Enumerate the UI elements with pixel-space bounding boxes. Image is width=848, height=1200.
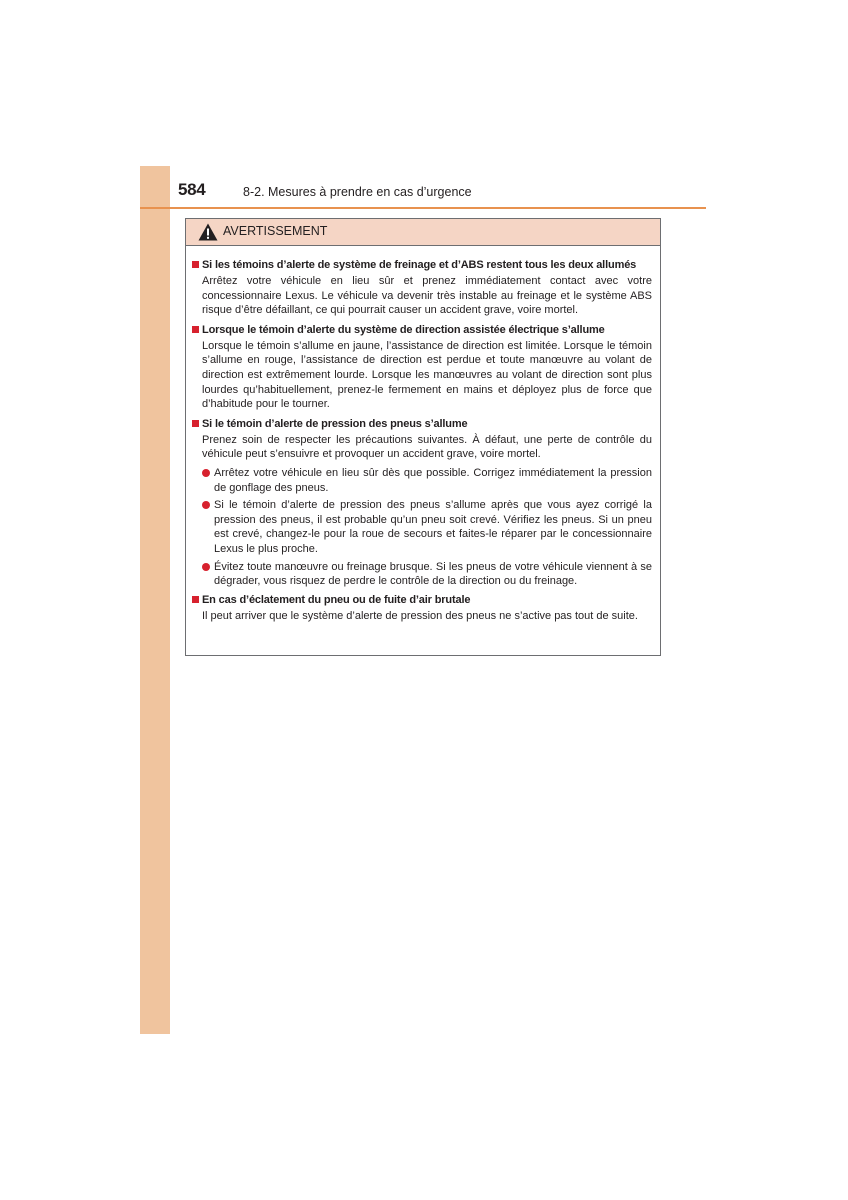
- page-header: [140, 166, 706, 209]
- item-title: [192, 416, 652, 432]
- item-body: Lorsque le témoin s’allume en jaune, l’assistance de direction est limitée. Lorsque le témoin s’allume en rouge, l’assistance de direction est perdue et toute manœuvre au volant de direction est extrêmement lourde. Lorsque les manœuvres au volant de direction sont plus lourdes qu’habituellement, prenez-le fermement en mains et déployez plus de force que d’habitude pour le tourner.: [202, 339, 652, 411]
- item-title-text: Si le témoin d’alerte de pression des pneus s’allume: [202, 417, 468, 430]
- page-number: 584: [178, 180, 206, 199]
- list-item: [192, 466, 652, 495]
- list-item: [192, 498, 652, 556]
- item-title-text: Si les témoins d’alerte de système de freinage et d’ABS restent tous les deux allumés: [202, 259, 637, 271]
- red-square-bullet-icon: [192, 326, 199, 333]
- item-body: Il peut arriver que le système d’alerte de pression des pneus ne s’active pas tout de suite.: [202, 609, 638, 622]
- red-square-bullet-icon: [192, 261, 199, 268]
- warning-triangle-icon: [198, 223, 218, 241]
- warning-header: [186, 219, 660, 246]
- item-body: Arrêtez votre véhicule en lieu sûr et prenez immédiatement contact avec votre concessionnaire Lexus. Le véhicule va devenir très instable au freinage et le système ABS risque d’être défaillant, ce qui pourrait causer un accident grave, voire mortel.: [202, 275, 652, 317]
- section-title: 8-2. Mesures à prendre en cas d’urgence: [243, 185, 472, 199]
- red-square-bullet-icon: [192, 420, 199, 427]
- list-item-text: Si le témoin d’alerte de pression des pneus s’allume après que vous ayez corrigé la pression des pneus, il est probable qu’un pneu soit crevé. Vérifiez les pneus. Si un pneu est crevé, changez-le pour la roue de secours et faites-le réparer par le concessionnaire Lexus le plus proche.: [214, 499, 652, 555]
- list-item-text: Arrêtez votre véhicule en lieu sûr dès que possible. Corrigez immédiatement la pression de gonflage des pneus.: [214, 466, 652, 494]
- item-title: [192, 322, 652, 338]
- item-title-text: En cas d’éclatement du pneu ou de fuite d’air brutale: [202, 593, 471, 606]
- item-title: [192, 257, 652, 273]
- item-title-text: Lorsque le témoin d’alerte du système de direction assistée électrique s’allume: [202, 323, 605, 336]
- red-square-bullet-icon: [192, 596, 199, 603]
- warning-content: [186, 246, 660, 623]
- item-title: [192, 592, 652, 608]
- red-dot-bullet-icon: [202, 469, 210, 477]
- side-tab: [140, 166, 170, 1034]
- red-dot-bullet-icon: [202, 501, 210, 509]
- warning-title: AVERTISSEMENT: [223, 224, 328, 238]
- warning-box: [185, 218, 661, 656]
- red-dot-bullet-icon: [202, 563, 210, 571]
- item-body: Prenez soin de respecter les précautions suivantes. À défaut, une perte de contrôle du véhicule peut s’ensuivre et provoquer un accident grave, voire mortel.: [202, 433, 652, 461]
- list-item-text: Évitez toute manœuvre ou freinage brusque. Si les pneus de votre véhicule viennent à se dégrader, vous risquez de perdre le contrôle de la direction ou du freinage.: [214, 560, 652, 588]
- list-item: [192, 560, 652, 589]
